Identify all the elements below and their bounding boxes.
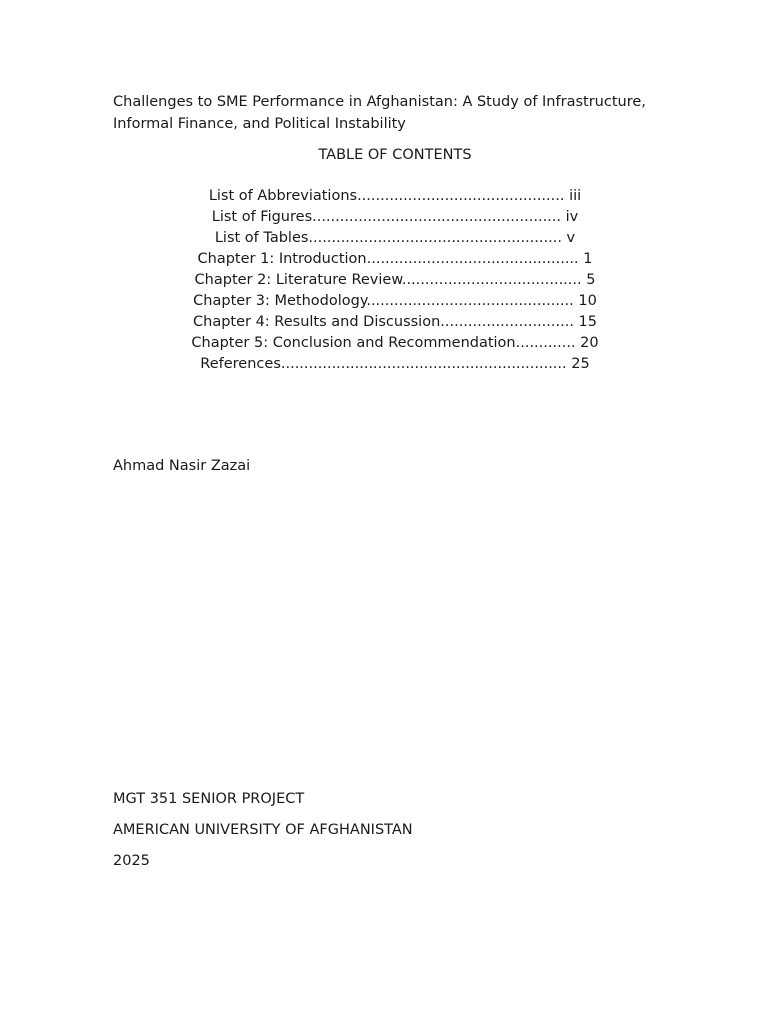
document-title: [113, 91, 693, 135]
toc-entry-tables: List of Tables....................................................... v: [214, 230, 576, 246]
toc-entry-chapter-4: Chapter 4: Results and Discussion............................. 15: [193, 314, 597, 330]
toc-entry-chapter-3: Chapter 3: Methodology............................................. 10: [193, 293, 597, 309]
table-of-contents: [0, 186, 768, 375]
toc-entry-abbreviations: List of Abbreviations............................................. iii: [208, 188, 582, 204]
toc-entry-references: References.............................................................. 25: [200, 356, 590, 372]
title-line-2: Informal Finance, and Political Instability: [113, 116, 406, 132]
toc-entry-chapter-2: Chapter 2: Literature Review....................................... 5: [194, 272, 596, 288]
year: 2025: [113, 853, 150, 869]
toc-entry-chapter-5: Chapter 5: Conclusion and Recommendation............. 20: [191, 335, 599, 351]
toc-heading: TABLE OF CONTENTS: [318, 147, 472, 163]
toc-entry-chapter-1: Chapter 1: Introduction.............................................. 1: [197, 251, 593, 267]
title-line-1: Challenges to SME Performance in Afghanistan: A Study of Infrastructure,: [113, 94, 646, 110]
toc-entry-figures: List of Figures...................................................... iv: [211, 209, 579, 225]
course-name: MGT 351 SENIOR PROJECT: [113, 791, 305, 807]
institution-name: AMERICAN UNIVERSITY OF AFGHANISTAN: [113, 822, 413, 838]
author-name: Ahmad Nasir Zazai: [113, 458, 251, 474]
